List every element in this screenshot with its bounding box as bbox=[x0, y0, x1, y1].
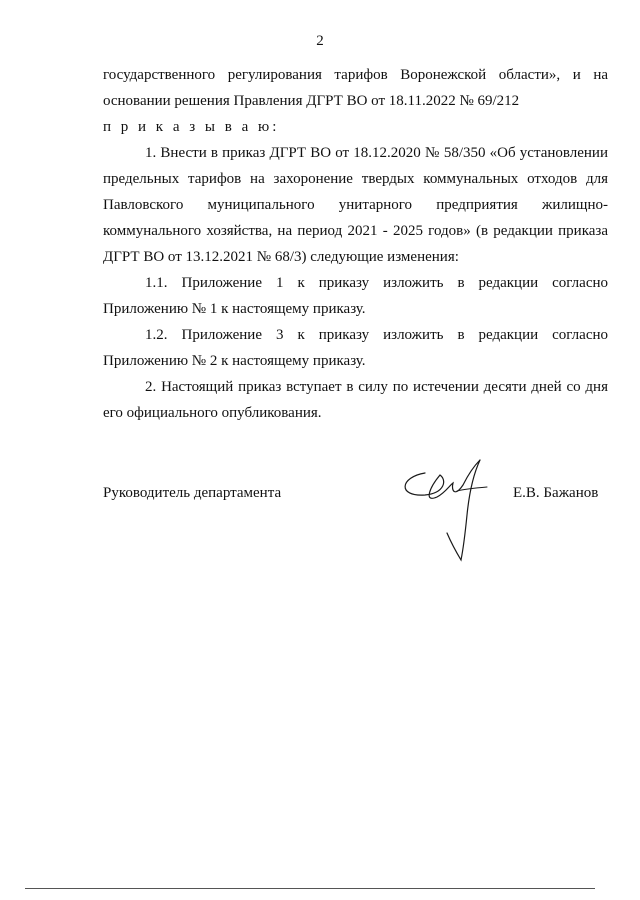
clause-1-2: 1.2. Приложение 3 к приказу изложить в редакции согласно Приложению № 2 к настоящему приказу. bbox=[103, 327, 608, 369]
document-body bbox=[103, 62, 608, 426]
signatory-title: Руководитель департамента bbox=[103, 485, 282, 501]
signatory-name: Е.В. Бажанов bbox=[513, 485, 599, 501]
clause-1-1: 1.1. Приложение 1 к приказу изложить в редакции согласно Приложению № 1 к настоящему приказу. bbox=[103, 275, 608, 317]
clause-2: 2. Настоящий приказ вступает в силу по истечении десяти дней со дня его официального опубликования. bbox=[103, 379, 608, 421]
handwritten-signature bbox=[395, 455, 495, 565]
order-keyword: п р и к а з ы в а ю: bbox=[103, 119, 280, 135]
footer-divider bbox=[25, 888, 595, 889]
intro-paragraph: государственного регулирования тарифов Воронежской области», и на основании решения Правления ДГРТ ВО от 18.11.2022 № 69/212 bbox=[103, 67, 608, 109]
page-number: 2 bbox=[316, 33, 324, 49]
clause-1: 1. Внести в приказ ДГРТ ВО от 18.12.2020 № 58/350 «Об установлении предельных тарифов на захоронение твердых коммунальных отходов для Павловского муниципального унитарного предприятия жилищно-коммунального хозяйства, на период 2021 - 2025 годов» (в редакции приказа ДГРТ ВО от 13.12.2021 № 68/3) следующие изменения: bbox=[103, 145, 608, 265]
